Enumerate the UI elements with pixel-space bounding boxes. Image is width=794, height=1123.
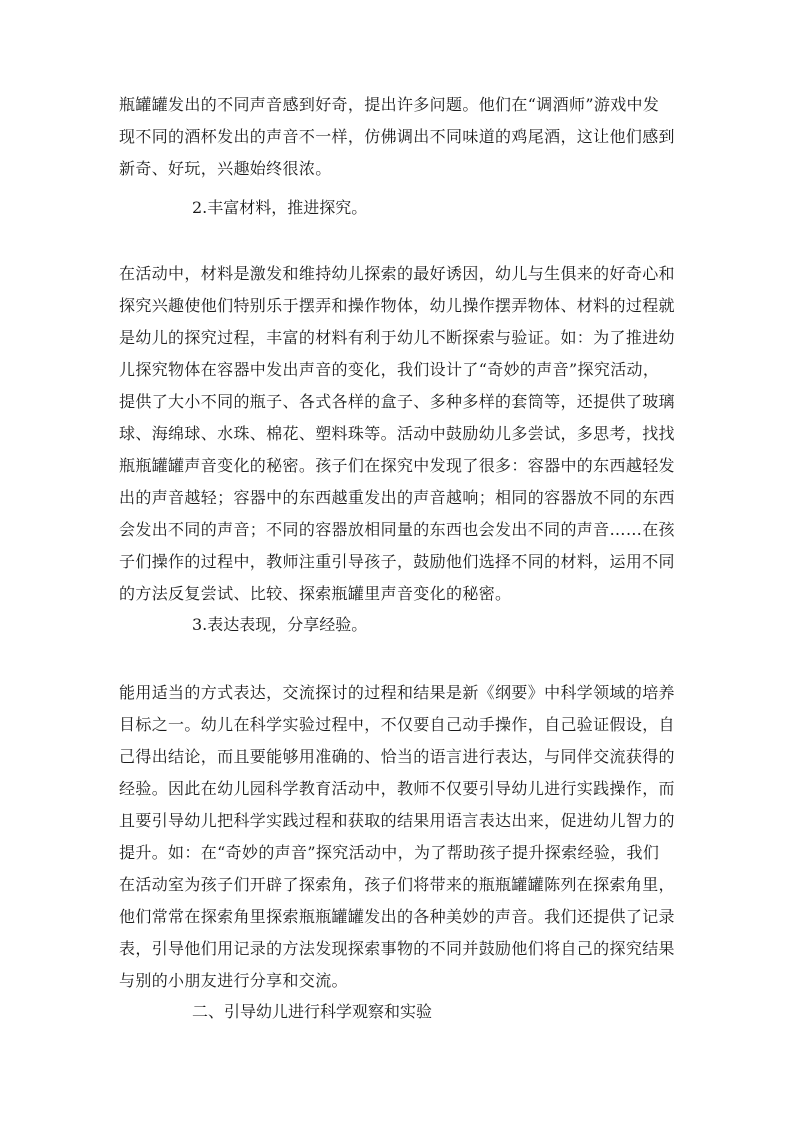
text-line: 他们常常在探索角里探索瓶瓶罐罐发出的各种美妙的声音。我们还提供了记录 <box>119 907 675 926</box>
text-line: 儿探究物体在容器中发出声音的变化，我们设计了“奇妙的声音”探究活动， <box>119 360 660 379</box>
text-line: 球、海绵球、水珠、棉花、塑料珠等。活动中鼓励幼儿多尝试，多思考，找找 <box>119 424 675 443</box>
text-line: 的方法反复尝试、比较、探索瓶罐里声音变化的秘密。 <box>119 584 512 603</box>
text-line: 与别的小朋友进行分享和交流。 <box>119 971 348 990</box>
subheading-enrich-materials: 2.丰富材料，推进探究。 <box>192 198 368 217</box>
text-line: 提供了大小不同的瓶子、各式各样的盒子、多种多样的套筒等，还提供了玻璃 <box>119 392 675 411</box>
text-line: 会发出不同的声音；不同的容器放相同量的东西也会发出不同的声音……在孩 <box>119 520 675 539</box>
paragraph-intro <box>119 89 675 185</box>
text-line: 瓶罐罐发出的不同声音感到好奇，提出许多问题。他们在“调酒师”游戏中发 <box>119 95 660 114</box>
text-line: 经验。因此在幼儿园科学教育活动中，教师不仅要引导幼儿进行实践操作，而 <box>119 779 675 798</box>
paragraph-materials <box>119 258 675 610</box>
text-line: 能用适当的方式表达，交流探讨的过程和结果是新《纲要》中科学领域的培养 <box>119 683 675 702</box>
text-line: 瓶瓶罐罐声音变化的秘密。孩子们在探究中发现了很多：容器中的东西越轻发 <box>119 456 675 475</box>
text-line: 子们操作的过程中，教师注重引导孩子，鼓励他们选择不同的材料，运用不同 <box>119 552 675 571</box>
text-line: 在活动中，材料是激发和维持幼儿探索的最好诱因，幼儿与生俱来的好奇心和 <box>119 264 675 283</box>
text-line: 新奇、好玩，兴趣始终很浓。 <box>119 159 332 178</box>
text-line: 探究兴趣使他们特别乐于摆弄和操作物体，幼儿操作摆弄物体、材料的过程就 <box>119 296 675 315</box>
text-line: 在活动室为孩子们开辟了探索角，孩子们将带来的瓶瓶罐罐陈列在探索角里， <box>119 875 675 894</box>
paragraph-expression <box>119 677 675 997</box>
subheading-share-experience: 3.表达表现，分享经验。 <box>192 615 368 634</box>
text-line: 且要引导幼儿把科学实践过程和获取的结果用语言表达出来，促进幼儿智力的 <box>119 811 675 830</box>
text-line: 出的声音越轻；容器中的东西越重发出的声音越响；相同的容器放不同的东西 <box>119 488 675 507</box>
text-line: 提升。如：在“奇妙的声音”探究活动中，为了帮助孩子提升探索经验，我们 <box>119 843 660 862</box>
text-line: 表，引导他们用记录的方法发现探索事物的不同并鼓励他们将自己的探究结果 <box>119 939 675 958</box>
section-heading-two: 二、引导幼儿进行科学观察和实验 <box>192 1002 433 1021</box>
text-line: 现不同的酒杯发出的声音不一样，仿佛调出不同味道的鸡尾酒，这让他们感到 <box>119 127 675 146</box>
text-line: 己得出结论，而且要能够用准确的、恰当的语言进行表达，与同伴交流获得的 <box>119 747 675 766</box>
text-line: 目标之一。幼儿在科学实验过程中，不仅要自己动手操作，自己验证假设，自 <box>119 715 675 734</box>
text-line: 是幼儿的探究过程，丰富的材料有利于幼儿不断探索与验证。如：为了推进幼 <box>119 328 675 347</box>
